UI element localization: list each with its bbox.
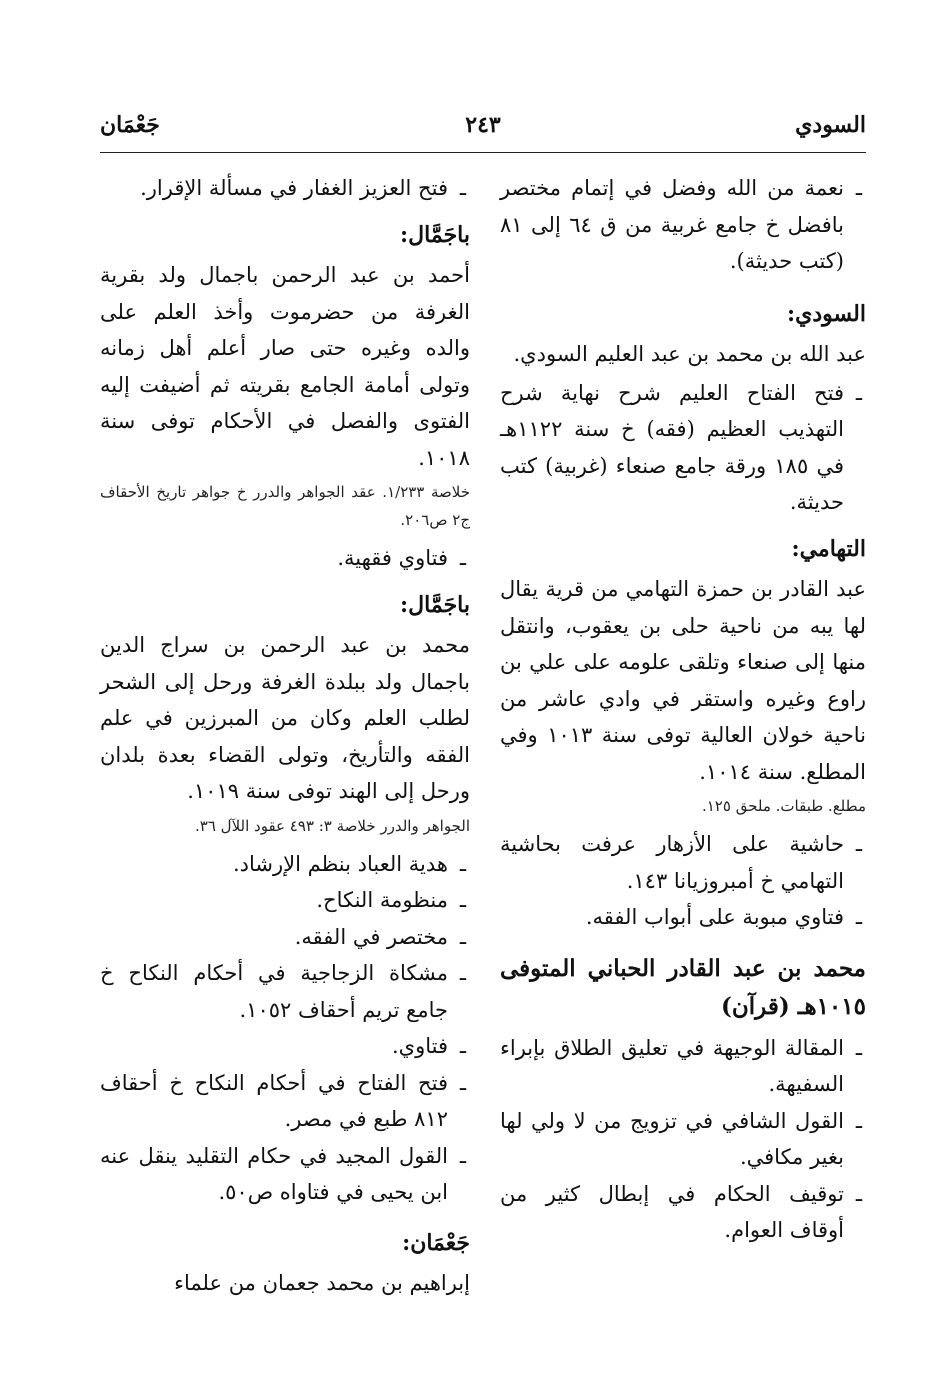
reference-note: الجواهر والدرر خلاصة ٣: ٤٩٣ عقود اللآل ٣٦. [195, 816, 470, 835]
list-item-text: حاشية على الأزهار عرفت بحاشية التهامي خ أمبروزيانا ١٤٣. [500, 832, 844, 893]
header-running-title-right: السودي [795, 112, 866, 138]
list-dash: ـ [459, 546, 466, 570]
entry-paragraph: عبد القادر بن حمزة التهامي من قرية يقال لها يبه من ناحية حلى بن يعقوب، وانتقل منها إلى صنعاء وتلقى علومه على علي بن راوع وغيره واستقر في وادي عاشر من ناحية خولان العالية توفى سنة ١٠١٣ وفي المطلع. سنة ١٠١٤. [500, 577, 867, 784]
list-item-text: مختصر في الفقه. [294, 924, 448, 949]
entry-paragraph: أحمد بن عبد الرحمن باجمال ولد بقرية الغرفة من حضرموت وأخذ العلم على والده وغيره حتى صار أعلم أهل زمانه وتولى أمامة الجامع بقريته ثم أضيفت إليه الفتوى والفصل في الأحكام توفى سنة ١٠١٨. [100, 263, 470, 470]
list-item-text: نعمة من الله وفضل في إتمام مختصر بافضل خ جامع غربية من ق ٦٤ إلى ٨١ (كتب حديثة). [500, 176, 844, 273]
entry-paragraph: محمد بن عبد الرحمن بن سراج الدين باجمال ولد ببلدة الغرفة ورحل إلى الشحر لطلب العلم وكان من المبرزين في علم الفقه والتأريخ، وتولى القضاء بعدة بلدان ورحل إلى الهند توفى سنة ١٠١٩. [100, 633, 470, 803]
list-dash: ـ [459, 1070, 466, 1095]
list-item-text: المقالة الوجيهة في تعليق الطلاق بإبراء السفيهة. [500, 1035, 844, 1096]
list-dash: ـ [855, 380, 862, 405]
header-rule [100, 152, 866, 153]
list-item-text: فتح الفتاح في أحكام النكاح خ أحقاف ٨١٢ طبع في مصر. [100, 1070, 448, 1131]
list-item-text: القول الشافي في تزويج من لا ولي لها بغير مكافي. [500, 1108, 844, 1169]
reference-note: مطلع. طبقات. ملحق ١٢٥. [701, 797, 866, 815]
page-number: ٢٤٣ [465, 112, 501, 138]
list-item-text: هدية العباد بنظم الإرشاد. [232, 851, 448, 876]
list-item [100, 1065, 470, 1138]
list-dash: ـ [459, 176, 466, 200]
list-item-text: القول المجيد في حكام التقليد ينقل عنه ابن يحيى في فتاواه ص٥٠. [100, 1143, 448, 1204]
list-dash: ـ [459, 924, 466, 949]
list-dash: ـ [855, 1035, 862, 1060]
list-dash: ـ [855, 832, 862, 856]
page-header [100, 112, 866, 152]
header-running-title-left: جَعْمَان [100, 112, 160, 138]
entry-heading: جَعْمَان: [402, 1229, 470, 1256]
list-item [500, 1103, 866, 1176]
right-column [500, 170, 866, 1249]
list-item-text: توقيف الحكام في إبطال كثير من أوقاف العوام. [500, 1181, 844, 1242]
list-item [100, 882, 470, 919]
list-item-text: فتح العزيز الغفار في مسألة الإقرار. [140, 176, 448, 200]
list-dash: ـ [459, 961, 466, 985]
list-dash: ـ [855, 1108, 862, 1133]
list-item [500, 170, 866, 280]
list-dash: ـ [855, 905, 862, 929]
list-dash: ـ [855, 176, 862, 200]
list-item-text: منظومة النكاح. [316, 888, 448, 912]
list-dash: ـ [459, 888, 466, 912]
list-item [100, 540, 470, 577]
left-column [100, 170, 470, 1304]
list-item [500, 375, 866, 521]
list-item [500, 826, 866, 899]
entry-heading: باجَمَّال: [400, 591, 470, 618]
list-item [100, 919, 470, 956]
entry-paragraph: إبراهيم بن محمد جعمان من علماء [174, 1271, 470, 1295]
list-dash: ـ [459, 851, 466, 876]
list-dash: ـ [459, 1143, 466, 1168]
list-item [100, 1138, 470, 1211]
list-item [100, 846, 470, 883]
list-dash: ـ [855, 1181, 862, 1206]
entry-heading: محمد بن عبد القادر الحباني المتوفى ١٠١٥هـ (قرآن) [500, 954, 866, 1020]
list-item [100, 170, 470, 207]
list-item-text: مشكاة الزجاجية في أحكام النكاح خ جامع تريم أحقاف ١٠٥٢. [100, 961, 448, 1022]
list-dash: ـ [459, 1034, 466, 1058]
list-item [500, 1176, 866, 1249]
reference-note: خلاصة ١/٢٣٣. عقد الجواهر والدرر خ جواهر تاريخ الأحقاف ج٢ ص٢٠٦. [100, 483, 470, 529]
entry-heading: باجَمَّال: [400, 221, 470, 248]
entry-heading: السودي: [787, 300, 866, 327]
list-item-text: فتاوي مبوبة على أبواب الفقه. [585, 905, 844, 929]
list-item-text: فتاوي فقهية. [337, 546, 448, 570]
list-item [100, 955, 470, 1028]
list-item-text: فتاوي. [391, 1034, 448, 1058]
entry-heading: التهامي: [791, 535, 866, 562]
list-item [100, 1028, 470, 1065]
entry-paragraph: عبد الله بن محمد بن عبد العليم السودي. [513, 342, 866, 366]
list-item [500, 1030, 866, 1103]
list-item [500, 899, 866, 936]
list-item-text: فتح الفتاح العليم شرح نهاية شرح التهذيب العظيم (فقه) خ سنة ١١٢٢هـ في ١٨٥ ورقة جامع صنعاء (غربية) كتب حديثة. [500, 380, 845, 514]
